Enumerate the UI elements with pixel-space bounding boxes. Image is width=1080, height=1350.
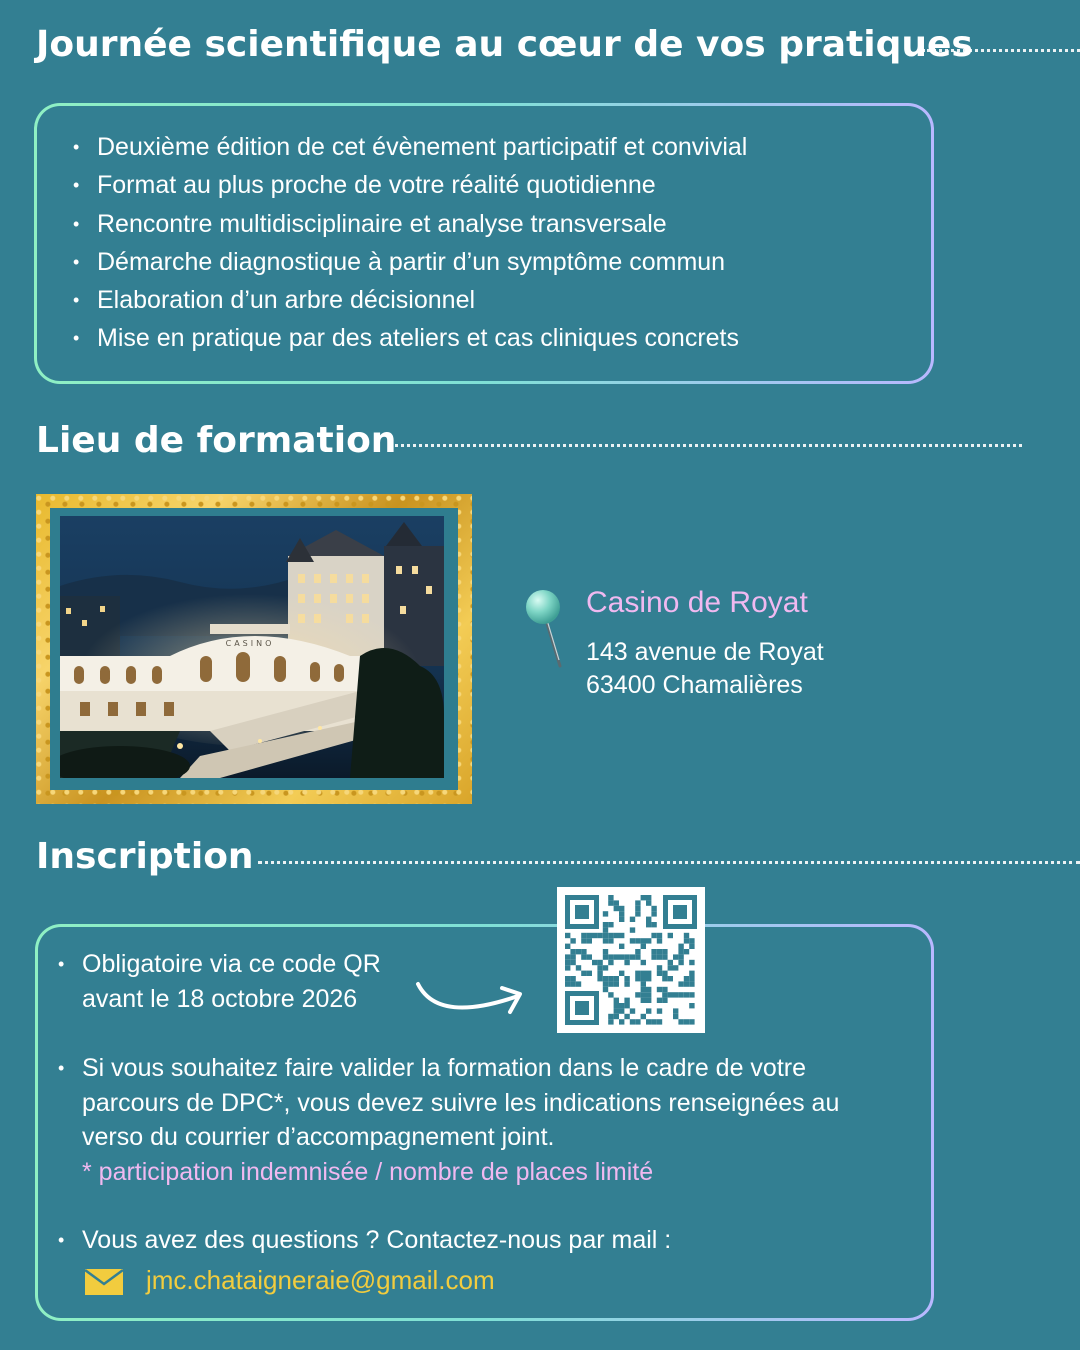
qr-module xyxy=(646,900,651,905)
qr-module xyxy=(641,960,646,965)
qr-module xyxy=(641,938,646,943)
qr-module xyxy=(678,992,683,997)
qr-module xyxy=(603,954,608,959)
qr-module xyxy=(603,927,608,932)
qr-module xyxy=(614,954,619,959)
qr-module xyxy=(624,998,629,1003)
qr-module xyxy=(651,949,656,954)
qr-module xyxy=(641,992,646,997)
qr-module xyxy=(689,971,694,976)
qr-module xyxy=(608,938,613,943)
qr-module xyxy=(689,981,694,986)
qr-module xyxy=(565,981,570,986)
qr-module xyxy=(608,981,613,986)
qr-module xyxy=(619,954,624,959)
qr-module xyxy=(608,895,613,900)
qr-module xyxy=(608,900,613,905)
qr-module xyxy=(570,976,575,981)
qr-module xyxy=(565,976,570,981)
qr-module xyxy=(635,906,640,911)
qr-module xyxy=(619,933,624,938)
list-item: • Format au plus proche de votre réalité quotidienne xyxy=(73,166,747,204)
qr-module xyxy=(587,938,592,943)
qr-module xyxy=(646,1008,651,1013)
qr-module xyxy=(635,949,640,954)
venue-address-line1: 143 avenue de Royat xyxy=(586,638,824,666)
qr-module xyxy=(565,954,570,959)
qr-module xyxy=(641,895,646,900)
qr-module xyxy=(619,944,624,949)
qr-module xyxy=(662,998,667,1003)
qr-module xyxy=(662,987,667,992)
qr-module xyxy=(678,1019,683,1024)
qr-module xyxy=(614,1003,619,1008)
qr-module xyxy=(581,954,586,959)
qr-module xyxy=(565,965,570,970)
qr-module xyxy=(608,992,613,997)
qr-module xyxy=(689,938,694,943)
list-item xyxy=(58,1223,908,1258)
qr-module xyxy=(581,938,586,943)
section-title-lieu: Lieu de formation xyxy=(36,420,397,461)
qr-module xyxy=(651,911,656,916)
contact-email-link[interactable]: jmc.chataigneraie@gmail.com xyxy=(146,1265,495,1295)
qr-module xyxy=(662,954,667,959)
qr-module xyxy=(581,949,586,954)
qr-module xyxy=(565,960,570,965)
qr-module xyxy=(619,906,624,911)
qr-module xyxy=(673,992,678,997)
qr-module xyxy=(603,922,608,927)
qr-module xyxy=(603,933,608,938)
qr-module xyxy=(603,987,608,992)
qr-module xyxy=(657,949,662,954)
qr-instruction-line1: Obligatoire via ce code QR xyxy=(82,950,381,978)
qr-module xyxy=(608,1019,613,1024)
qr-module xyxy=(630,1008,635,1013)
qr-module xyxy=(570,954,575,959)
qr-module xyxy=(678,954,683,959)
qr-module xyxy=(668,992,673,997)
qr-module xyxy=(684,981,689,986)
qr-module xyxy=(651,933,656,938)
qr-module xyxy=(624,1014,629,1019)
qr-module xyxy=(619,911,624,916)
qr-module xyxy=(657,954,662,959)
qr-module xyxy=(657,1019,662,1024)
qr-module xyxy=(646,1019,651,1024)
qr-module xyxy=(651,906,656,911)
qr-module xyxy=(651,954,656,959)
qr-module xyxy=(603,976,608,981)
qr-module xyxy=(624,1003,629,1008)
qr-module xyxy=(576,949,581,954)
qr-module xyxy=(689,944,694,949)
qr-module xyxy=(689,960,694,965)
qr-module xyxy=(646,938,651,943)
qr-module xyxy=(684,949,689,954)
qr-module xyxy=(668,960,673,965)
qr-module xyxy=(630,1019,635,1024)
venue-name: Casino de Royat xyxy=(586,586,808,619)
qr-module xyxy=(673,965,678,970)
qr-module xyxy=(657,971,662,976)
qr-module xyxy=(603,911,608,916)
program-box xyxy=(34,103,934,384)
qr-module xyxy=(630,938,635,943)
list-item: • Elaboration d’un arbre décisionnel xyxy=(73,281,747,319)
qr-module xyxy=(635,971,640,976)
qr-module xyxy=(570,960,575,965)
qr-module xyxy=(608,954,613,959)
qr-module xyxy=(635,992,640,997)
qr-module xyxy=(689,976,694,981)
qr-module xyxy=(614,906,619,911)
qr-module xyxy=(614,981,619,986)
qr-module xyxy=(684,992,689,997)
qr-module xyxy=(608,960,613,965)
qr-module xyxy=(635,938,640,943)
qr-module xyxy=(624,976,629,981)
qr-module xyxy=(581,971,586,976)
qr-module xyxy=(651,1019,656,1024)
qr-module xyxy=(608,976,613,981)
qr-module xyxy=(603,949,608,954)
casino-sign: CASINO xyxy=(225,639,275,648)
qr-module xyxy=(641,1014,646,1019)
list-item: • Démarche diagnostique à partir d’un symptôme commun xyxy=(73,243,747,281)
qr-module xyxy=(597,960,602,965)
qr-module xyxy=(587,954,592,959)
qr-module xyxy=(689,1003,694,1008)
qr-module xyxy=(630,927,635,932)
qr-module xyxy=(662,976,667,981)
qr-module xyxy=(641,971,646,976)
qr-module xyxy=(668,965,673,970)
venue-address-line2: 63400 Chamalières xyxy=(586,671,803,699)
mail-icon xyxy=(84,1268,124,1296)
qr-module xyxy=(646,971,651,976)
qr-module xyxy=(635,1019,640,1024)
qr-module xyxy=(689,992,694,997)
qr-module xyxy=(668,976,673,981)
qr-module xyxy=(624,954,629,959)
qr-module xyxy=(570,981,575,986)
qr-module xyxy=(678,949,683,954)
venue-photo-frame xyxy=(36,494,472,804)
qr-module xyxy=(657,938,662,943)
qr-module xyxy=(608,922,613,927)
list-item xyxy=(58,1051,908,1189)
qr-module xyxy=(641,981,646,986)
qr-module xyxy=(646,922,651,927)
qr-module xyxy=(570,938,575,943)
contact-line: Vous avez des questions ? Contactez-nous par mail : xyxy=(82,1226,672,1254)
qr-module xyxy=(597,976,602,981)
qr-module xyxy=(635,976,640,981)
qr-module xyxy=(657,965,662,970)
qr-module xyxy=(646,987,651,992)
qr-module xyxy=(565,944,570,949)
qr-module xyxy=(619,1003,624,1008)
section-title-inscription: Inscription xyxy=(36,836,254,877)
qr-module xyxy=(651,922,656,927)
qr-module xyxy=(646,917,651,922)
qr-module xyxy=(565,933,570,938)
qr-module xyxy=(614,933,619,938)
qr-module xyxy=(646,976,651,981)
list-item: • Mise en pratique par des ateliers et cas cliniques concrets xyxy=(73,319,747,357)
qr-module xyxy=(619,917,624,922)
qr-module xyxy=(614,1008,619,1013)
qr-module xyxy=(684,1019,689,1024)
venue-photo xyxy=(60,516,448,778)
qr-module xyxy=(646,992,651,997)
qr-module xyxy=(684,938,689,943)
qr-module xyxy=(657,1008,662,1013)
section-title-journee: Journée scientifique au cœur de vos pratiques xyxy=(36,24,973,65)
qr-module xyxy=(603,981,608,986)
qr-module xyxy=(576,965,581,970)
qr-module xyxy=(614,1014,619,1019)
registration-qr-code[interactable] xyxy=(557,887,705,1033)
qr-module xyxy=(635,911,640,916)
qr-module xyxy=(678,981,683,986)
qr-module xyxy=(689,1019,694,1024)
dpc-line2: parcours de DPC*, vous devez suivre les indications renseignées au xyxy=(82,1088,840,1117)
qr-module xyxy=(630,954,635,959)
qr-module xyxy=(673,1008,678,1013)
qr-module xyxy=(603,938,608,943)
qr-module xyxy=(570,949,575,954)
qr-module xyxy=(608,933,613,938)
qr-module xyxy=(592,960,597,965)
qr-module xyxy=(597,933,602,938)
qr-module xyxy=(624,960,629,965)
qr-module xyxy=(603,965,608,970)
qr-module xyxy=(624,981,629,986)
qr-module xyxy=(673,954,678,959)
qr-module xyxy=(635,954,640,959)
qr-module xyxy=(662,949,667,954)
qr-module xyxy=(646,998,651,1003)
qr-module xyxy=(657,998,662,1003)
qr-module xyxy=(668,933,673,938)
qr-module xyxy=(657,987,662,992)
program-list xyxy=(73,128,747,358)
qr-module xyxy=(587,933,592,938)
qr-module xyxy=(597,971,602,976)
qr-module xyxy=(614,976,619,981)
list-item: • Deuxième édition de cet évènement participatif et convivial xyxy=(73,128,747,166)
qr-module xyxy=(630,917,635,922)
title-dotted-rule xyxy=(922,49,1080,52)
qr-module xyxy=(608,1014,613,1019)
qr-module xyxy=(641,987,646,992)
qr-module xyxy=(614,998,619,1003)
qr-module xyxy=(587,971,592,976)
qr-module xyxy=(641,944,646,949)
title-dotted-rule xyxy=(258,861,1080,864)
qr-module xyxy=(657,933,662,938)
qr-module xyxy=(646,895,651,900)
title-dotted-rule xyxy=(388,444,1022,447)
qr-module xyxy=(592,933,597,938)
qr-module xyxy=(597,965,602,970)
qr-module xyxy=(635,900,640,905)
qr-module xyxy=(619,971,624,976)
qr-module xyxy=(678,944,683,949)
qr-module xyxy=(576,981,581,986)
qr-module xyxy=(641,976,646,981)
qr-module xyxy=(641,998,646,1003)
qr-module xyxy=(619,1008,624,1013)
qr-module xyxy=(678,960,683,965)
map-pin-icon xyxy=(522,586,572,676)
qr-module xyxy=(662,971,667,976)
qr-module xyxy=(684,976,689,981)
qr-module xyxy=(614,900,619,905)
dpc-line1: Si vous souhaitez faire valider la formation dans le cadre de votre xyxy=(82,1054,806,1082)
list-item: • Rencontre multidisciplinaire et analyse transversale xyxy=(73,205,747,243)
qr-instruction-line2: avant le 18 octobre 2026 xyxy=(82,984,358,1013)
dpc-line3: verso du courrier d’accompagnement joint. xyxy=(82,1123,555,1151)
qr-module xyxy=(581,933,586,938)
dpc-note: * participation indemnisée / nombre de places limité xyxy=(82,1157,654,1186)
qr-module xyxy=(684,933,689,938)
qr-module xyxy=(673,1014,678,1019)
qr-module xyxy=(662,992,667,997)
curved-arrow-icon xyxy=(410,978,530,1028)
qr-module xyxy=(619,1019,624,1024)
